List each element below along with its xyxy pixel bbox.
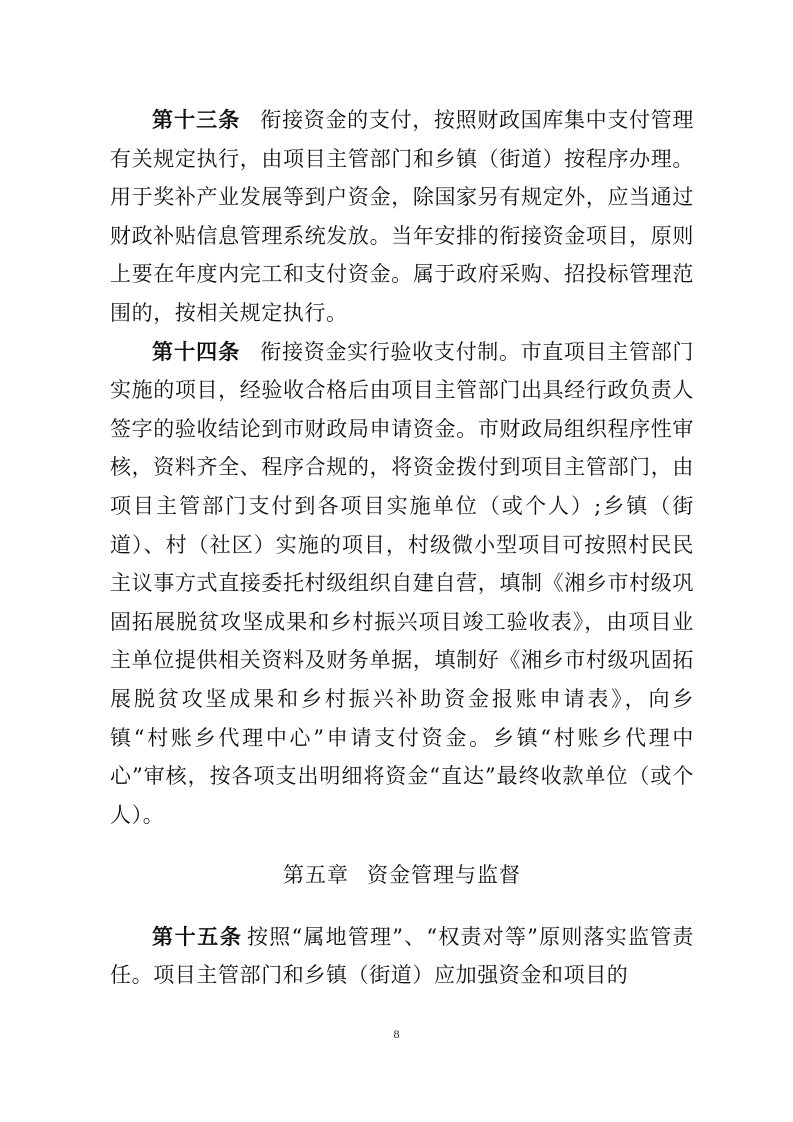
article-15-label: 第十五条: [152, 924, 243, 949]
document-page: [110, 101, 694, 995]
article-14-label: 第十四条: [152, 339, 241, 364]
page-number: 8: [393, 1027, 400, 1041]
chapter-number: 第五章: [283, 863, 349, 888]
article-15-text: 按照“属地管理”、“权责对等”原则落实监管责任。项目主管部门和乡镇（街道）应加强资金和项目的: [110, 924, 694, 988]
article-14-paragraph: [110, 333, 694, 835]
article-13-text: 衔接资金的支付，按照财政国库集中支付管理有关规定执行，由项目主管部门和乡镇（街道）按程序办理。用于奖补产业发展等到户资金，除国家另有规定外，应当通过财政补贴信息管理系统发放。当年安排的衔接资金项目，原则上要在年度内完工和支付资金。属于政府采购、招投标管理范围的，按相关规定执行。: [110, 108, 695, 325]
article-14-text: 衔接资金实行验收支付制。市直项目主管部门实施的项目，经验收合格后由项目主管部门出具经行政负责人签字的验收结论到市财政局申请资金。市财政局组织程序性审核，资料齐全、程序合规的，将资金拨付到项目主管部门，由项目主管部门支付到各项目实施单位（或个人）;乡镇（街道）、村（社区）实施的项目，村级微小型项目可按照村民民主议事方式直接委托村级组织自建自营，填制《湘乡市村级巩固拓展脱贫攻坚成果和乡村振兴项目竣工验收表》，由项目业主单位提供相关资料及财务单据，填制好《湘乡市村级巩固拓展脱贫攻坚成果和乡村振兴补助资金报账申请表》，向乡镇“村账乡代理中心”申请支付资金。乡镇“村账乡代理中心”审核，按各项支出明细将资金“直达”最终收款单位（或个人）。: [110, 339, 695, 827]
chapter-heading: [110, 856, 694, 895]
article-15-paragraph: [110, 918, 694, 995]
article-13-label: 第十三条: [152, 108, 241, 132]
chapter-title: 资金管理与监督: [367, 863, 521, 888]
article-13-paragraph: [110, 101, 694, 333]
